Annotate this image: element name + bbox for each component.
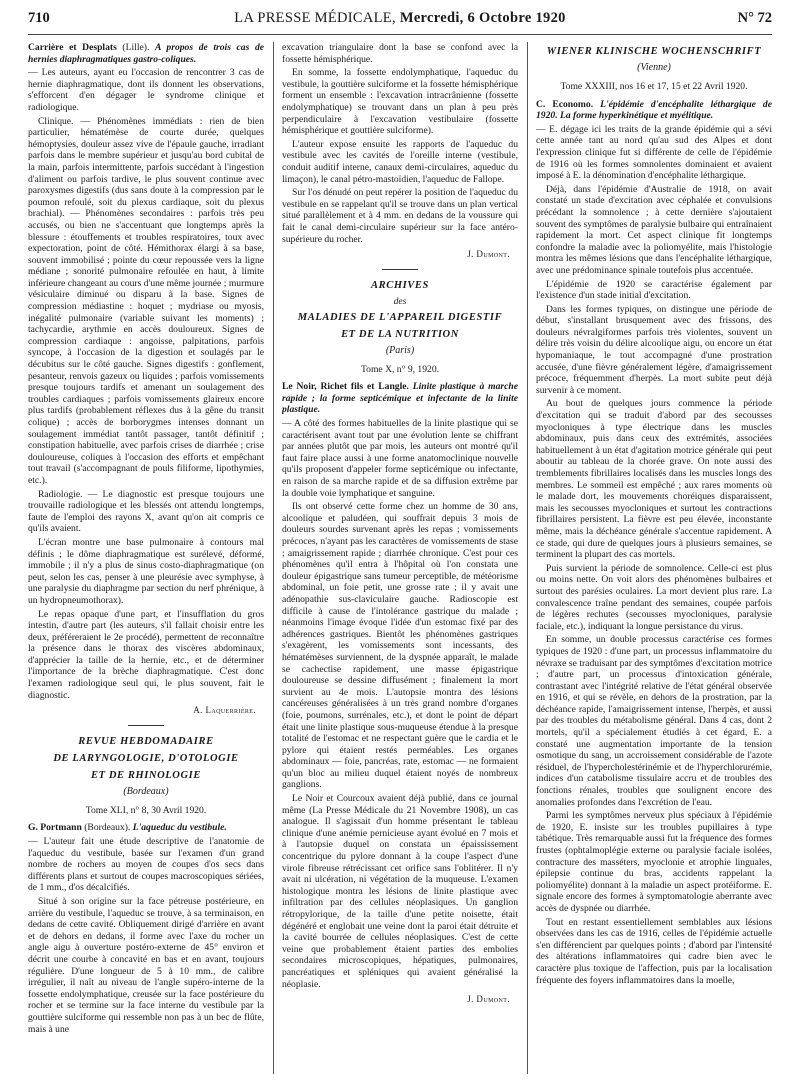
volume-line: Tome X, n° 9, 1920.	[360, 363, 440, 375]
paragraph: Le Noir et Courcoux avaient déjà publié, dans ce journal même (La Presse Médicale du 21 Novembre 1908), un cas analogue. Il s'agissait d'un homme présentant le tableau clinique d'une anémie pernicieuse ayant évolué en 7 mois et à l'autopsie duquel on constata un épaississement concentrique du pylore donnant à la coupe l'aspect d'une virole fibreuse rétrécissant cet orifice sans l'oblitérer. Il n'y avait ni ulcération, ni végétation de la muqueuse. L'examen histologique montra les lésions de linite plastique avec infiltration par des cellules néoplasiques. Un ganglion rétropylorique, de la taille d'une petite noisette, était dégénéré et englobait une veine dont la paroi était détruite et la cavité bourrée de cellules néoplasiques. C'est de cette veine que probablement étaient parties des embolies secondaires microscopiques, hépatiques, pulmonaires, pancréatiques et spléniques qui avaient généralisé la néoplasie.	[282, 793, 518, 990]
paragraph: L'auteur expose ensuite les rapports de l'aqueduc du vestibule avec les cavités de l'oreille interne (vestibule, conduit auditif interne, canaux demi-circulaires, aqueduc du limaçon), le canal pétro-mastoïdien, l'aqueduc de Fallope.	[282, 138, 518, 185]
paragraph: Dans les formes typiques, on distingue une période de début, s'installant brusquement avec des frissons, des douleurs névralgiformes parfois très violentes, souvent un délire très voisin du délire alcoolique aigu, ou encore un état hypomaniaque, le tout accompagné d'une prostration accusée, d'une fièvre généralement légère, d'amaigrissement précoce, fréquemment d'herpès. La mort subite peut déjà survenir à ce moment.	[536, 303, 772, 396]
section-heading: DE LARYNGOLOGIE, D'OTOLOGIE	[53, 752, 239, 764]
article-author: Carrière et Desplats	[28, 42, 117, 53]
paragraph: Clinique. — Phénomènes immédiats : rien de bien particulier, hématémèse de courte durée, quelques hémoptysies, douleur assez vive de l'épaule gauche, irradiant parfois dans le membre supérieur et jusqu'au bord cubital de la main, parfois intermittente, parfois succédant à l'ingestion d'aliment ou parfois tardive, le plus souvent continue avec paroxysmes digestifs (dus sans doute à la compression par le poumon refoulé, soit du plexus cardiaque, soit du plexus brachial). — Phénomènes secondaires : parfois très peu accusés, ou bien ne s'accentuant que longtemps après la blessure : étouffements et troubles respiratoires, toux avec expectoration, point de côté. Hémithorax élargi à sa base, souvent immobilisé ; pointe du cœur repoussée vers la ligne médiane ; sonorité pulmonaire refoulée en haut, à limite inférieure changeant au cours d'une même journée ; murmure vésiculaire diminué ou disparu à la base. Signes de compression médiastine : hoquet ; mydriase ou myosis, inégalité pulmonaire (variable suivant les moments) ; tachycardie, arythmie en accès douloureux. Signes de compression cardiaque : angoisse, palpitations, parfois syncope, à l'occasion de la digestion et soulagés par le décubitus sur le côté gauche. Signes digestifs : gonflement, pesanteur, renvois gazeux ou liquides ; parfois vomissements presque toujours tardifs et amenant un soulagement des troubles cardiaques ; parfois vomissements glaireux encore plus tardifs (probablement réflexes dus à la gêne du transit colique) ; accès de borborygmes intenses donnant un soulagement immédiat tantôt passager, tantôt définitif ; constipation habituelle, avec parfois crises de diarrhée ; crise douloureuse, coliques à l'occasion des efforts et empêchant tout travail (s'accompagnant de pouls filiforme, lipothymies, etc.).	[28, 115, 264, 486]
paragraph: En somme, la fossette endolymphatique, l'aqueduc du vestibule, la gouttière sulciforme et la fossette hémisphérique forment un ensemble : l'excavation intracrânienne (fossette endolymphatique) se trouvant dans un plan à peu près perpendiculaire à l'excavation vestibulaire (fossette hémisphérique et gouttière sulciforme).	[282, 67, 518, 137]
paragraph: Sur l'os dénudé on peut repérer la position de l'aqueduc du vestibule en se rappelant qu'il se trouve dans un plan vertical situé parallèlement et à 4 mm. en dedans de la voussure qui fait le canal demi-circulaire supérieur sur la face antéro-supérieure du rocher.	[282, 187, 518, 245]
paragraph: Déjà, dans l'épidémie d'Australie de 1918, on avait constaté un stade d'excitation avec céphalée et convulsions précédant la somnolence ; à cette dernière s'ajoutaient souvent des symptômes de paralysie bulbaire qui entraînaient rapidement la mort. Cet aspect clinique fit longtemps confondre la maladie avec la poliomyélite, mais l'histologie montra les mêmes lésions que dans l'encéphalite léthargique, avec une prédominance spinale toutefois plus accentuée.	[536, 183, 772, 276]
article-lead	[282, 381, 518, 416]
article-title: L'aqueduc du vestibule.	[132, 822, 227, 834]
issue-number: N° 72	[737, 10, 772, 26]
article-lead	[28, 822, 264, 834]
section-heading: MALADIES DE L'APPAREIL DIGESTIF	[297, 311, 503, 323]
section-heading: ARCHIVES	[371, 279, 429, 291]
column-left	[28, 42, 264, 1074]
journal-title: LA PRESSE MÉDICALE,	[234, 10, 396, 26]
signature: J. Dumont.	[467, 249, 510, 260]
paragraph: — Les auteurs, ayant eu l'occasion de rencontrer 3 cas de hernie diaphragmatique, dont ils donnent les observations, s'efforcent d'en dégager le syndrome clinique et radiologique.	[28, 67, 264, 113]
section-heading: ET DE LA NUTRITION	[341, 328, 459, 340]
paragraph: Parmi les symptômes nerveux plus spéciaux à l'épidémie de 1920, E. insiste sur les troubles pupillaires à type tabétique. Très remarquable aussi fut la fréquence des formes frustes (ophtalmoplégie externe ou paralysie faciale isolées, contracture des masséters, myoclonie et atrophie linguales, épilepsie continue du bras, accidents rappelant la poliomyélite) donnant à la maladie un aspect protéiforme. E. signale encore des formes à symptomatologie aberrante avec accès de dyspnée ou diarrhée.	[536, 810, 772, 914]
volume-line: Tome XLI, n° 8, 30 Avril 1920.	[85, 804, 207, 816]
paragraph: Au bout de quelques jours commence la période d'excitation qui se traduit d'abord par des secousses myocloniques à type électrique dans les muscles abdominaux, puis dans ceux des extrémités, associées habituellement à un état d'agitation motrice générale qui peut aboutir au tableau de la chorée grave. On note aussi des tremblements fibrillaires localisés dans les muscles longs des membres. Le sommeil est empêché ; aux rares moments où le malade dort, les mouvements choréiques disparaissent, mais les secousses myocloniques et surtout les contractions fibrillaires persistent. La fièvre est peu élevée, inconstante même, mais la déchéance générale s'accentue rapidement. A ce stade, qui dure de quelques jours à plusieurs semaines, se terminent la plupart des cas mortels.	[536, 398, 772, 561]
paragraph: Puis survient la période de somnolence. Celle-ci est plus ou moins nette. On voit alors des phénomènes bulbaires et surtout des parésies oculaires. La mort devient plus rare. La convalescence traîne pendant des semaines, coupée parfois de légères rechutes (secousses myocloniques, paralysie faciale, etc.), indiquant la longue persistance du virus.	[536, 562, 772, 632]
header-rule	[28, 34, 772, 35]
section-heading: ET DE RHINOLOGIE	[91, 769, 201, 781]
section-heading: REVUE HEBDOMADAIRE	[78, 735, 214, 747]
signature: J. Dumont.	[467, 994, 510, 1005]
article-author: C. Economo.	[536, 98, 594, 110]
paragraph: L'épidémie de 1920 se caractérise également par l'existence d'un stade initial d'excitation.	[536, 278, 772, 302]
volume-line: Tome XXXIII, nos 16 et 17, 15 et 22 Avril 1920.	[560, 81, 748, 92]
section-divider	[382, 269, 418, 270]
paragraph: — E. dégage ici les traits de la grande épidémie qui a sévi cette année tant au nord qu'au sud des Alpes et dont l'expression clinique fut si différente de celle de l'épidémie de 1916 où les formes somnolentes dominaient et avaient imposé à E. la dénomination d'encéphalite léthargique.	[536, 123, 772, 182]
paragraph: Radiologie. — Le diagnostic est presque toujours une trouvaille radiologique et les blessés ont attendu longtemps, faute de l'emploi des rayons X, avant qu'on ait compris ce qu'ils avaient.	[28, 488, 264, 535]
paragraph: — L'auteur fait une étude descriptive de l'anatomie de l'aqueduc du vestibule, basée sur l'examen d'un grand nombre de rochers au moyen de coupes d'os secs dans différents plans et surtout de coupes macroscopiques sériées, de 1 mm., d'os décalcifiés.	[28, 836, 264, 894]
article-title: Linite plastique à marche rapide ; la forme septicémique et infectante de la linite plastique.	[282, 381, 518, 416]
article-lead	[28, 42, 264, 65]
page-number: 710	[28, 10, 50, 26]
article-author-city: (Lille).	[116, 42, 155, 53]
article-title: A propos de trois cas de hernies diaphragmatiques gastro-coliques.	[28, 42, 264, 65]
paragraph: Ils ont observé cette forme chez un homme de 30 ans, alcoolique et paludéen, qui souffrait depuis 3 mois de douleurs sourdes survenant après les repas ; vomissements précoces, n'ayant pas les caractères de vomissements de stase ; amaigrissement rapide ; diarrhée chronique. C'est pour ces phénomènes qu'il entra à l'hôpital où l'on constata une douleur épigastrique sans tumeur perceptible, de météorisme abdominal, un foie petit, une grosse rate ; il y avait une adénopathie sus-claviculaire gauche. Radioscopie est difficile à cause de l'intolérance gastrique du malade ; néanmoins l'image évoque l'idée d'un estomac fixé par des adhérences gastriques. Bientôt les phénomènes gastriques s'exagèrent, les vomissements sont incessants, des hématémèses surviennent, de la dyspnée apparaît, le malade se cachectise rapidement, une masse épigastrique douloureuse se dessine diffusément ; finalement la mort survient au 4e mois. L'autopsie montra des lésions cancéreuses généralisées à un très grand nombre d'organes (foie, poumons, surrénales, etc.), et dont le point de départ était une linite plastique sous-muqueuse étendue à la presque totalité de l'estomac et ne respectant guère que le cardia et le pylore qui étaient restés perméables. Les organes abdominaux — foie, pancréas, rate, estomac — ne formaient qu'un bloc au milieu duquel étaient noyés de nombreux ganglions.	[282, 501, 518, 791]
page-header	[28, 10, 772, 32]
column-divider	[527, 42, 528, 1074]
section-heading: WIENER KLINISCHE WOCHENSCHRIFT	[546, 46, 762, 57]
article-author: Le Noir, Richet fils et Langle.	[282, 381, 409, 393]
article-author: G. Portmann	[28, 822, 82, 834]
column-middle	[282, 42, 518, 1074]
section-divider	[128, 725, 164, 726]
article-title: L'épidémie d'encéphalite léthargique de 1920. La forme hyperkinétique et myélitique.	[536, 98, 772, 122]
paragraph: Situé à son origine sur la face pétreuse postérieure, en arrière du vestibule, l'aqueduc se trouve, à sa terminaison, en dedans de cette cavité. Obliquement dirigé d'arrière en avant et de dehors en dedans, il forme avec l'axe du rocher un angle aigu à ouverture postéro-externe de 45° environ et décrit une courbe à concavité en bas et en avant, toujours régulière. D'une longueur de 5 à 10 mm., de calibre irrégulier, il naît au niveau de l'angle supéro-interne de la fossette endolymphatique, creusée sur la face postérieure du rocher et se termine sur la face interne du vestibule par la gouttière sulciforme qui ressemble non pas à un bec de flûte, mais à une	[28, 896, 264, 1035]
paragraph: excavation triangulaire dont la base se confond avec la fossette hémisphérique.	[282, 42, 518, 65]
column-divider	[273, 42, 274, 1074]
column-right	[536, 42, 772, 1074]
section-heading: des	[393, 295, 407, 307]
section-city: (Paris)	[385, 344, 415, 356]
signature: A. Laquerrière.	[193, 705, 256, 716]
journal-title-line	[28, 10, 772, 27]
section-city: (Bordeaux)	[123, 785, 169, 797]
paragraph: — A côté des formes habituelles de la linite plastique qui se caractérisent avant tout par une évolution lente se chiffrant par années plutôt que par mois, les auteurs ont montré qu'il faut faire place aussi à une forme anatomoclinique nouvelle qu'ils proposent d'appeler forme septicémique ou infectante, en raison de sa marche rapide et de sa diffusion extrême par la double voie lymphatique et sanguine.	[282, 418, 518, 499]
paragraph: Tout en restant essentiellement semblables aux lésions observées dans les cas de 1916, celles de l'épidémie actuelle s'en différencient par quelques points ; d'abord par l'intensité des altérations inflammatoires qui cadre bien avec le caractère plus toxique de l'affection, puis par la localisation fréquente des foyers inflammatoires dans la moelle,	[536, 916, 772, 986]
section-city: (Vienne)	[637, 62, 671, 73]
issue-date: Mercredi, 6 Octobre 1920	[399, 10, 566, 26]
article-lead	[536, 99, 772, 122]
paragraph: Le repas opaque d'une part, et l'insufflation du gros intestin, d'autre part (les auteurs, s'il fallait choisir entre les deux, préféreraient le 2e procédé), permettent de reconnaître la présence dans le thorax des viscères abdominaux, d'apprécier la taille de la hernie, etc., et de déterminer l'importance de la brèche diaphragmatique. C'est donc l'examen radiologique seul qui, le plus souvent, fait le diagnostic.	[28, 608, 264, 701]
article-author-city: (Bordeaux).	[81, 822, 133, 834]
paragraph: En somme, un double processus caractérise ces formes typiques de 1920 : d'une part, un processus inflammatoire du névraxe se traduisant par des symptômes d'excitation motrice ; d'autre part, un processus d'intoxication générale, contrastant avec l'intégrité relative de l'état général observée en 1916, et qui se révèle, en dehors de la prostration, par la déchéance rapide, l'amaigrissement intense, l'herpès, et aussi par des troubles du métabolisme général. Dans 4 cas, dont 2 mortels, qu'il a spécialement étudiés à cet égard, E. a constaté une augmentation importante de la tension osmotique du sang, un accroissement considérable de l'azote résiduel, de l'hypercholestérinémie et de l'hyperchlorurémie, indices d'un catabolisme tissulaire accru et de troubles des fonctions rénales, troubles que soulignent encore des anomalies profondes dans l'excrétion de l'eau.	[536, 634, 772, 808]
paragraph: L'écran montre une base pulmonaire à contours mal définis ; le dôme diaphragmatique est surélevé, déformé, immobile ; il n'y a plus de sinus costo-diaphragmatique (on peut, selon les cas, penser à une pleurésie avec symphyse, à une paralysie du diaphragme par section du nerf phrénique, à un hydropneumothorax).	[28, 536, 264, 606]
